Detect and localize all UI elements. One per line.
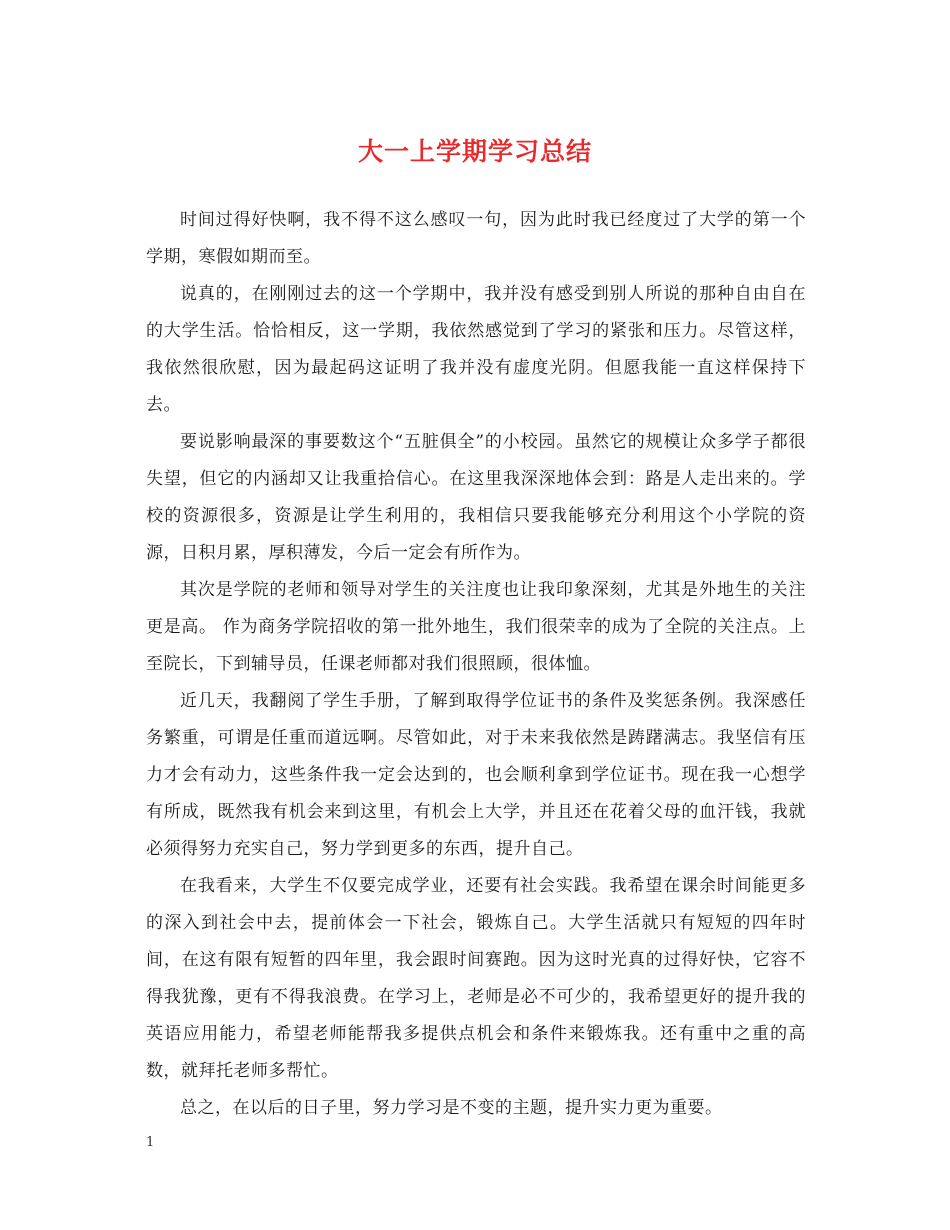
paragraph-2: 说真的，在刚刚过去的这一个学期中，我并没有感受到别人所说的那种自由自在的大学生活。恰恰相反，这一学期，我依然感觉到了学习的紧张和压力。尽管这样，我依然很欣慰，因为最起码这证明了我并没有虚度光阴。但愿我能一直这样保持下去。 bbox=[146, 284, 806, 415]
page-number: 1 bbox=[146, 1135, 155, 1150]
paragraph-7: 总之，在以后的日子里，努力学习是不变的主题，提升实力更为重要。 bbox=[180, 1098, 723, 1118]
document-body bbox=[146, 202, 806, 1127]
paragraph-1: 时间过得好快啊，我不得不这么感叹一句，因为此时我已经度过了大学的第一个学期，寒假如期而至。 bbox=[146, 210, 806, 267]
document-title: 大一上学期学习总结 bbox=[357, 137, 592, 166]
paragraph-5: 近几天，我翻阅了学生手册，了解到取得学位证书的条件及奖惩条例。我深感任务繁重，可谓是任重而道远啊。尽管如此，对于未来我依然是踌躇满志。我坚信有压力才会有动力，这些条件我一定会达到的，也会顺利拿到学位证书。现在我一心想学有所成，既然我有机会来到这里，有机会上大学，并且还在花着父母的血汗钱，我就必须得努力充实自己，努力学到更多的东西，提升自己。 bbox=[146, 691, 806, 859]
paragraph-3: 要说影响最深的事要数这个“五脏俱全”的小校园。虽然它的规模让众多学子都很失望，但它的内涵却又让我重拾信心。在这里我深深地体会到：路是人走出来的。学校的资源很多，资源是让学生利用的，我相信只要我能够充分利用这个小学院的资源，日积月累，厚积薄发，今后一定会有所作为。 bbox=[146, 432, 806, 563]
paragraph-6: 在我看来，大学生不仅要完成学业，还要有社会实践。我希望在课余时间能更多的深入到社会中去，提前体会一下社会，锻炼自己。大学生活就只有短短的四年时间，在这有限有短暂的四年里，我会跟时间赛跑。因为这时光真的过得好快，它容不得我犹豫，更有不得我浪费。在学习上，老师是必不可少的，我希望更好的提升我的英语应用能力，希望老师能帮我多提供点机会和条件来锻炼我。还有重中之重的高数，就拜托老师多帮忙。 bbox=[146, 876, 806, 1081]
paragraph-4: 其次是学院的老师和领导对学生的关注度也让我印象深刻，尤其是外地生的关注更是高。 作为商务学院招收的第一批外地生，我们很荣幸的成为了全院的关注点。上至院长，下到辅导员，任课老师都对我们很照顾，很体恤。 bbox=[146, 580, 806, 674]
